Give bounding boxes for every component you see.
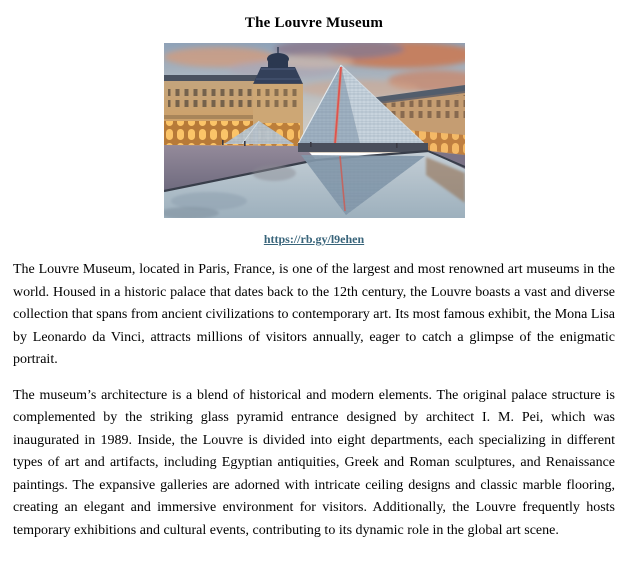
document-body — [0, 259, 628, 542]
source-link-row — [0, 230, 628, 248]
source-link[interactable]: https://rb.gy/l9ehen — [263, 232, 365, 246]
paragraph-1: The Louvre Museum, located in Paris, France, is one of the largest and most renowned art museums in the world. Housed in a historic palace that dates back to the 12th century, the Louvre boasts a vast and diverse collection that spans from ancient civilizations to contemporary art. Its most famous exhibit, the Mona Lisa by Leonardo da Vinci, attracts millions of visitors annually, eager to catch a glimpse of the enigmatic portrait. — [13, 262, 615, 367]
louvre-photo — [164, 43, 465, 218]
louvre-photo-illustration — [164, 43, 465, 218]
paragraph-2: The museum’s architecture is a blend of historical and modern elements. The original palace structure is complemented by the striking glass pyramid entrance designed by architect I. M. Pei, which was inaugurated in 1989. Inside, the Louvre is divided into eight departments, each specializing in different types of art and artifacts, including Egyptian antiquities, Greek and Roman sculptures, and Renaissance paintings. The expansive galleries are adorned with intricate ceiling designs and classic marble flooring, creating an elegant and immersive environment for visitors. Additionally, the Louvre frequently hosts temporary exhibitions and cultural events, contributing to its dynamic role in the global art scene. — [13, 387, 615, 538]
document-title: The Louvre Museum — [244, 15, 384, 31]
